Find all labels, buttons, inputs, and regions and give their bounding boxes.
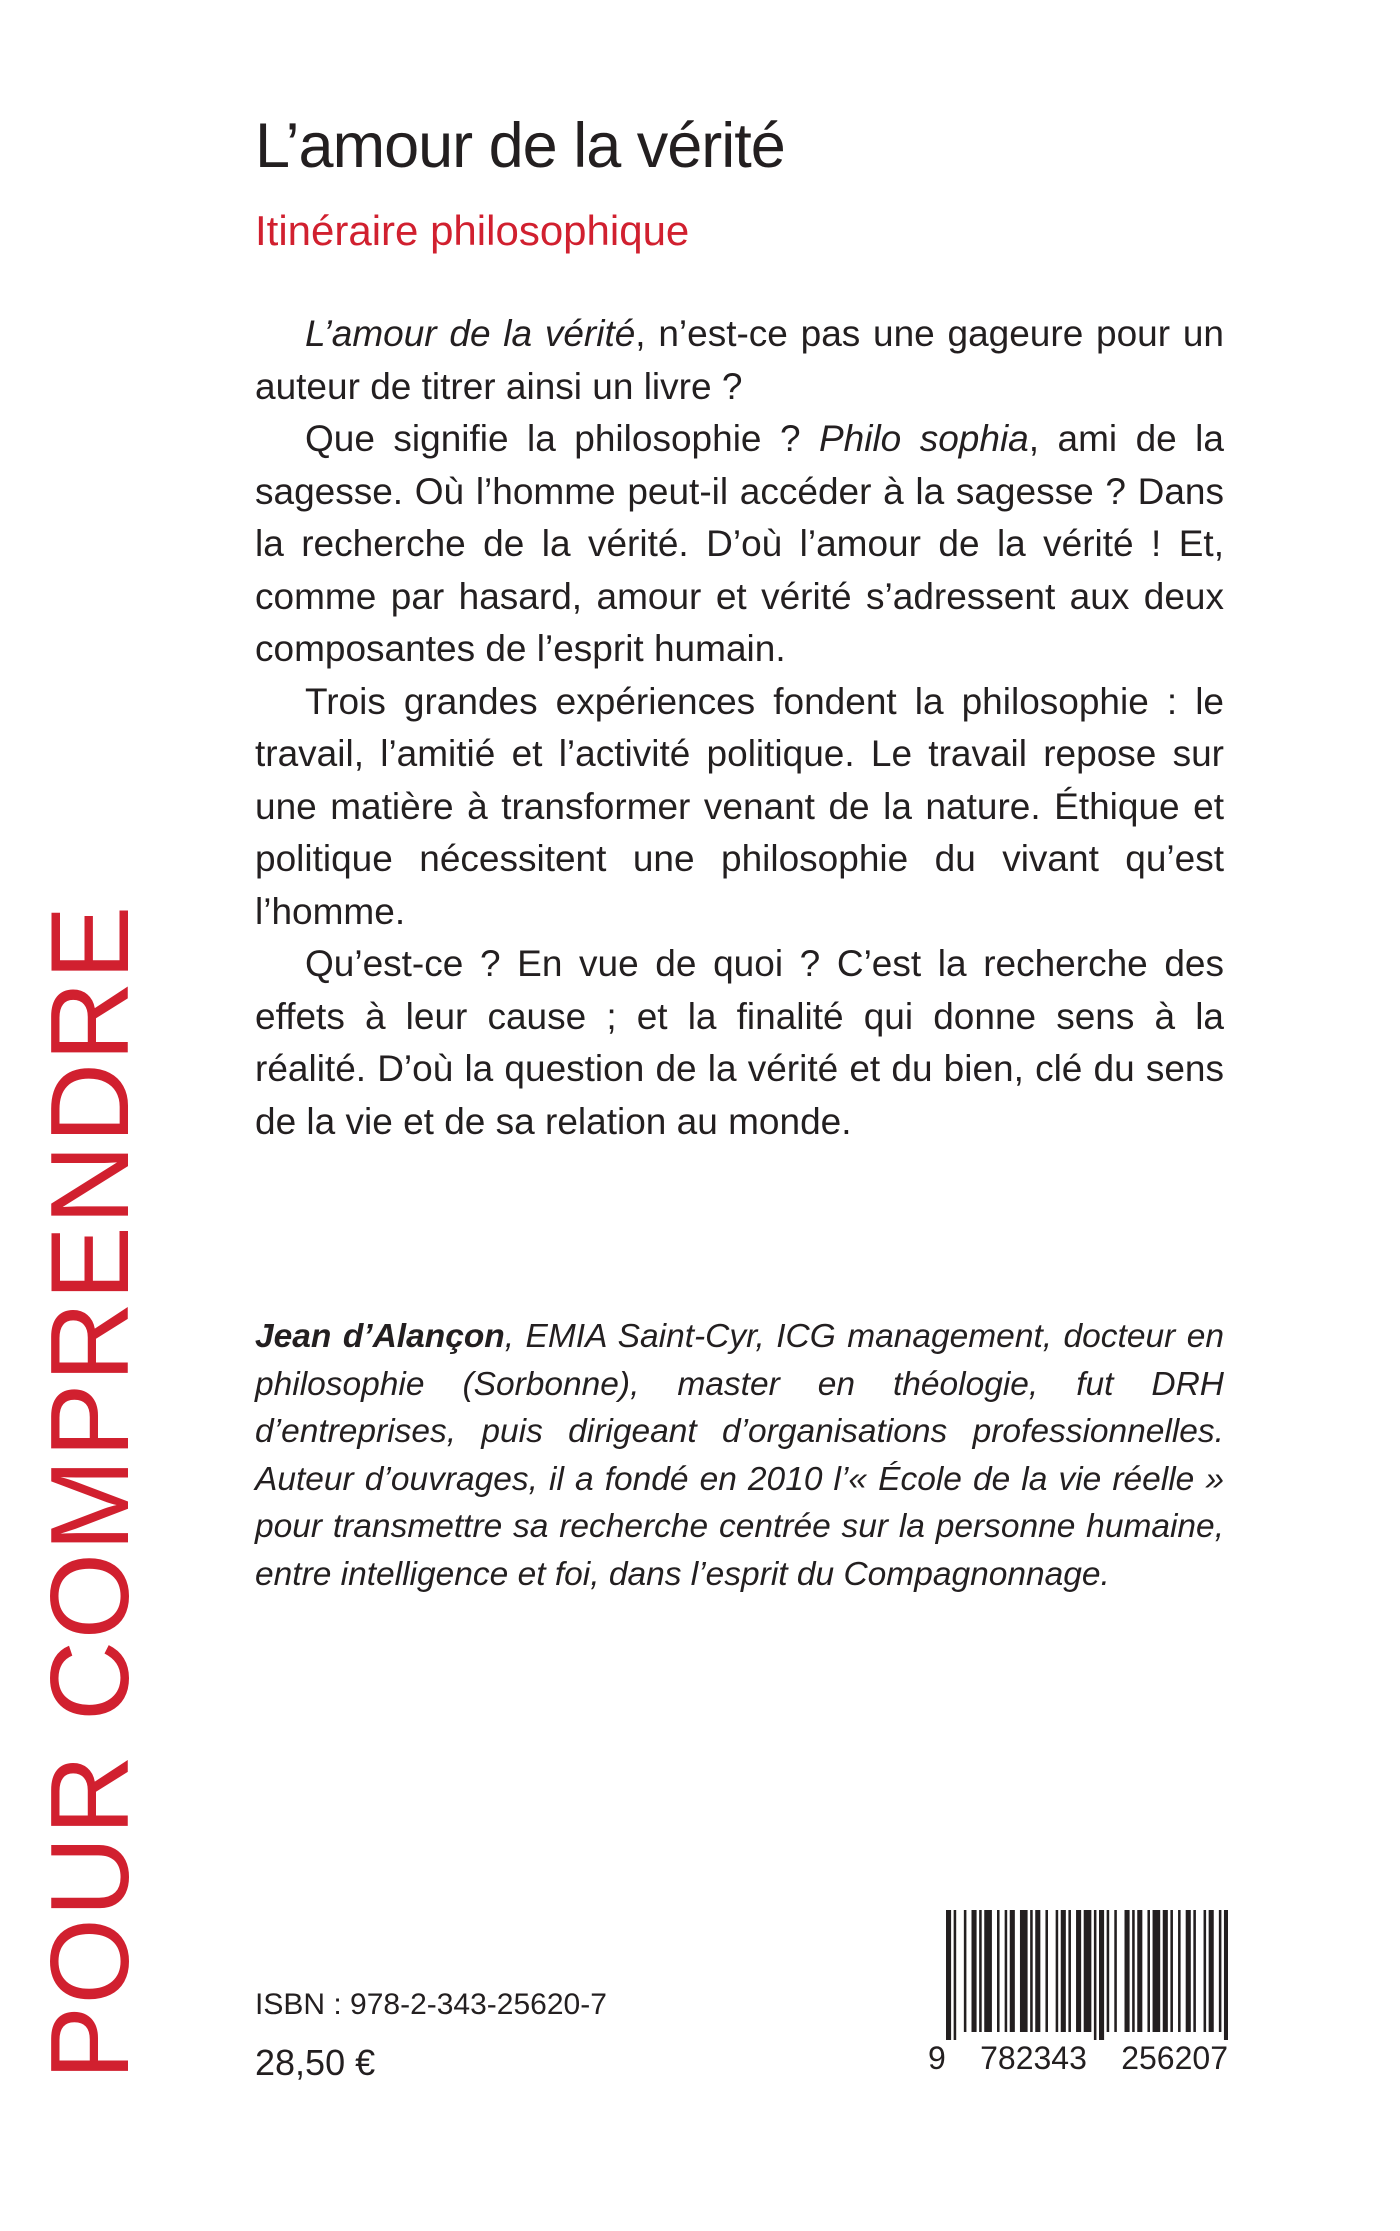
summary-p1-rest: , n’est-ce pas une gageure pour un auteur de titrer ainsi un livre ?	[255, 313, 1224, 407]
author-bio	[255, 1313, 1224, 1598]
barcode-digit-3: 256207	[1121, 2040, 1228, 2076]
book-subtitle: Itinéraire philosophique	[255, 207, 690, 254]
author-name: Jean d’Alançon	[255, 1318, 505, 1355]
barcode-bar	[1020, 1910, 1028, 2032]
barcode-bar	[1132, 1910, 1135, 2032]
barcode-bar	[1163, 1910, 1168, 2032]
summary-paragraph-1	[255, 308, 1224, 413]
barcode-bar	[1224, 1910, 1228, 2040]
barcode-bar	[964, 1910, 967, 2032]
barcode-bar	[1035, 1910, 1040, 2032]
barcode-bar	[946, 1910, 951, 2040]
barcode-bar	[1030, 1910, 1033, 2032]
barcode-digit-1: 9	[928, 2040, 946, 2076]
barcode-bar	[1114, 1910, 1117, 2032]
barcode-bar	[1147, 1910, 1150, 2032]
barcode-bar	[1005, 1910, 1008, 2032]
barcode-bar	[972, 1910, 977, 2032]
barcode-bar	[1186, 1910, 1191, 2032]
summary-paragraph-3: Trois grandes expériences fondent la philosophie : le travail, l’amitié et l’activité politique. Le travail repose sur une matière à transformer venant de la nature. Éthique et politique nécessitent une philosophie du vivant qu’est l’homme.	[255, 680, 1224, 932]
barcode-bar	[997, 1910, 1000, 2032]
barcode-bar	[1209, 1910, 1214, 2032]
barcode-bar	[1084, 1910, 1092, 2032]
barcode-bar	[984, 1910, 992, 2032]
barcode-bar	[1170, 1910, 1173, 2032]
barcode-bar	[1094, 1910, 1097, 2040]
summary-italic-philo: Philo sophia	[818, 418, 1029, 459]
barcode-bar	[1068, 1910, 1071, 2032]
barcode-bar	[1010, 1910, 1015, 2032]
barcode-bar	[1056, 1910, 1059, 2032]
summary-p2-b: , ami de la sagesse. Où l’homme peut-il accéder à la sagesse ? Dans la recherche de la vérité. D’où l’amour de la vérité ! Et, comme par hasard, amour et vérité s’adressent aux deux composantes de l’esprit humain.	[255, 418, 1224, 669]
barcode-bar	[954, 1910, 957, 2040]
summary-text	[255, 308, 1224, 1148]
barcode-bar	[1099, 1910, 1104, 2040]
summary-italic-title: L’amour de la vérité	[305, 313, 636, 354]
book-title: L’amour de la vérité	[255, 111, 785, 181]
barcode-digit-2: 782343	[980, 2040, 1087, 2076]
barcode-bar	[1076, 1910, 1081, 2032]
barcode-bar	[1061, 1910, 1066, 2032]
barcode-bar	[1153, 1910, 1161, 2032]
summary-p2-a: Que signifie la philosophie ?	[305, 418, 819, 459]
barcode-bar	[1107, 1910, 1110, 2032]
barcode-bar	[1125, 1910, 1130, 2032]
series-name: POUR COMPRENDRE	[28, 904, 152, 2080]
barcode-digits	[928, 2040, 1228, 2077]
author-bio-text: , EMIA Saint-Cyr, ICG management, docteur en philosophie (Sorbonne), master en théologie, fut DRH d’entreprises, puis dirigeant d’organisations professionnelles. Auteur d’ouvrages, il a fondé en 2010 l’« École de la vie réelle » pour transmettre sa recherche centrée sur la personne humaine, entre intelligence et foi, dans l’esprit du Compagnonnage.	[255, 1318, 1224, 1593]
price-label: 28,50 €	[255, 2042, 376, 2083]
summary-paragraph-4: Qu’est-ce ? En vue de quoi ? C’est la recherche des effets à leur cause ; et la finalité qui donne sens à la réalité. D’où la question de la vérité et du bien, clé du sens de la vie et de sa relation au monde.	[255, 943, 1224, 1142]
isbn-label: ISBN : 978-2-343-25620-7	[255, 1988, 607, 2021]
barcode-bar	[1137, 1910, 1142, 2032]
barcode-bar	[1045, 1910, 1048, 2032]
barcode-bar	[1193, 1910, 1196, 2032]
barcode	[928, 1910, 1228, 2112]
barcode-bar	[1204, 1910, 1207, 2032]
summary-paragraph-2	[255, 413, 1224, 676]
barcode-bars	[928, 1910, 1228, 2040]
barcode-bar	[1219, 1910, 1222, 2032]
barcode-bar	[979, 1910, 982, 2032]
barcode-bar	[1178, 1910, 1181, 2032]
